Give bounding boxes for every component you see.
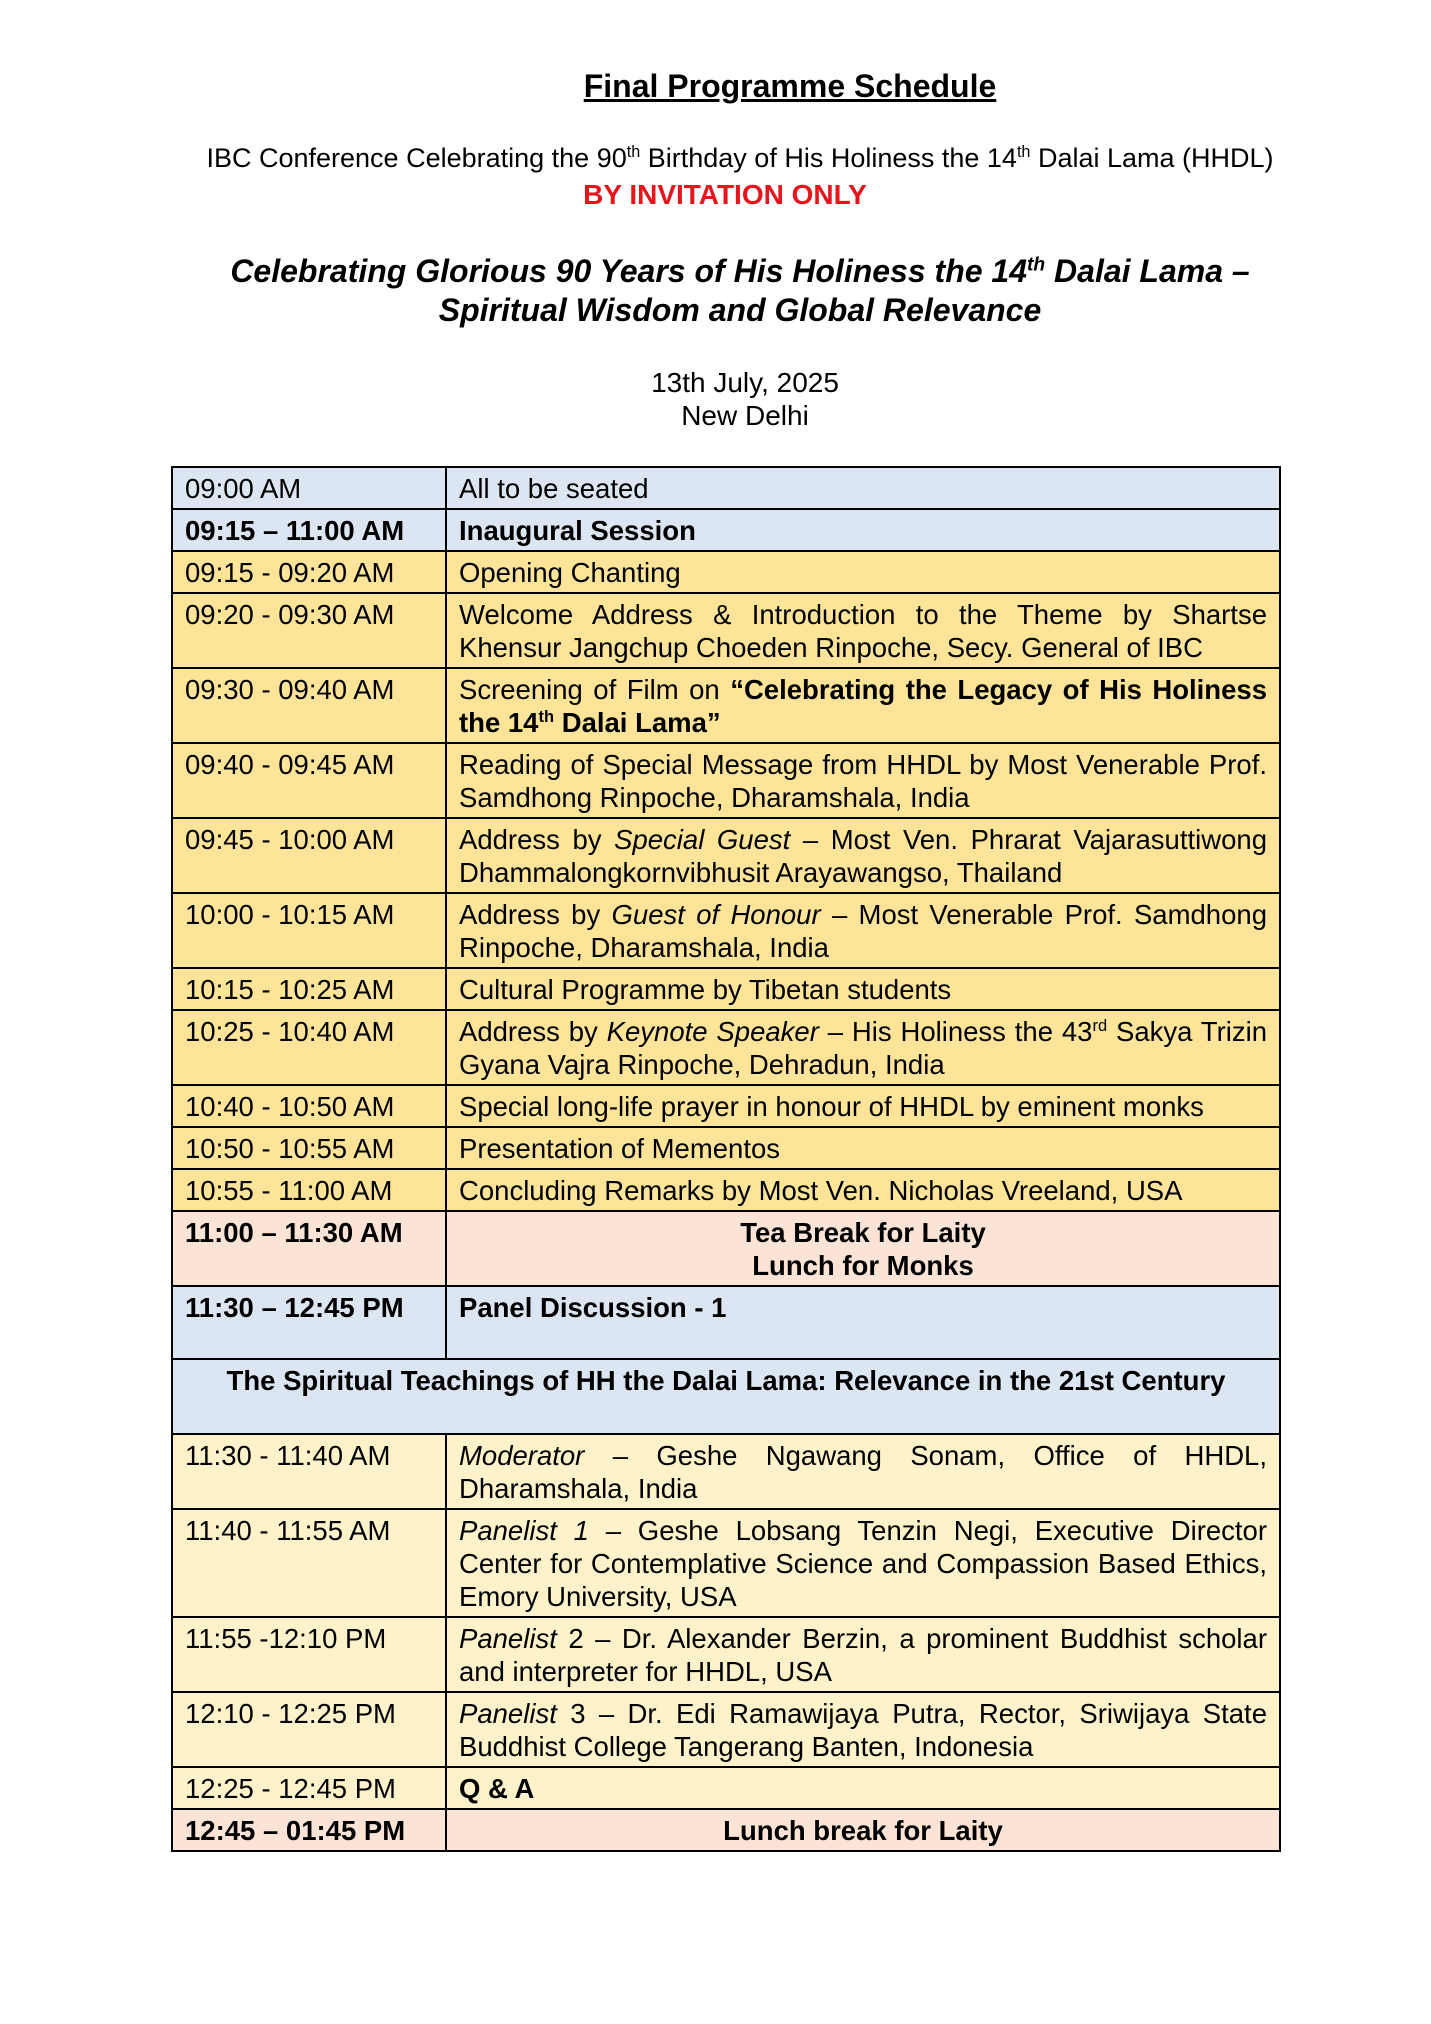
event-date: 13th July, 2025: [651, 367, 839, 398]
row-activity: Opening Chanting: [446, 551, 1280, 593]
table-row: [172, 1359, 1280, 1434]
row-activity: Cultural Programme by Tibetan students: [446, 968, 1280, 1010]
table-row: [172, 893, 1280, 968]
schedule-table: [171, 466, 1281, 1852]
row-time: 09:15 - 09:20 AM: [172, 551, 446, 593]
row-activity: Presentation of Mementos: [446, 1127, 1280, 1169]
table-row: [172, 1169, 1280, 1211]
row-time: 11:55 -12:10 PM: [172, 1617, 446, 1692]
table-row: [172, 593, 1280, 668]
table-row: [172, 968, 1280, 1010]
row-time: 12:25 - 12:45 PM: [172, 1767, 446, 1809]
row-time: 10:25 - 10:40 AM: [172, 1010, 446, 1085]
page-title: Final Programme Schedule: [583, 68, 997, 104]
table-row: [172, 1767, 1280, 1809]
row-activity: Address by Keynote Speaker – His Holiness the 43rd Sakya Trizin Gyana Vajra Rinpoche, Dehradun, India: [446, 1010, 1280, 1085]
row-time: 09:45 - 10:00 AM: [172, 818, 446, 893]
table-row: [172, 743, 1280, 818]
table-row: [172, 1809, 1280, 1851]
row-time: 09:15 – 11:00 AM: [172, 509, 446, 551]
row-time: 09:20 - 09:30 AM: [172, 593, 446, 668]
table-row: [172, 1085, 1280, 1127]
row-activity: Address by Guest of Honour – Most Venerable Prof. Samdhong Rinpoche, Dharamshala, India: [446, 893, 1280, 968]
table-row: [172, 1127, 1280, 1169]
row-time: 09:40 - 09:45 AM: [172, 743, 446, 818]
row-time: 12:10 - 12:25 PM: [172, 1692, 446, 1767]
table-row: [172, 1211, 1280, 1286]
row-time: 10:15 - 10:25 AM: [172, 968, 446, 1010]
row-time: 10:40 - 10:50 AM: [172, 1085, 446, 1127]
break-notice: Tea Break for Laity Lunch for Monks: [446, 1211, 1280, 1286]
panel-topic: The Spiritual Teachings of HH the Dalai Lama: Relevance in the 21st Century: [172, 1359, 1280, 1434]
row-activity: Concluding Remarks by Most Ven. Nicholas Vreeland, USA: [446, 1169, 1280, 1211]
invitation-notice: BY INVITATION ONLY: [583, 179, 867, 210]
row-time: 10:55 - 11:00 AM: [172, 1169, 446, 1211]
table-row: [172, 1010, 1280, 1085]
row-activity: Welcome Address & Introduction to the Theme by Shartse Khensur Jangchup Choeden Rinpoche, Secy. General of IBC: [446, 593, 1280, 668]
row-time: 11:40 - 11:55 AM: [172, 1509, 446, 1617]
table-row: [172, 1286, 1280, 1359]
row-time: 11:30 - 11:40 AM: [172, 1434, 446, 1509]
table-row: [172, 1692, 1280, 1767]
event-place: New Delhi: [681, 400, 809, 431]
table-row: [172, 1617, 1280, 1692]
break-notice: Lunch break for Laity: [446, 1809, 1280, 1851]
row-activity: All to be seated: [446, 467, 1280, 509]
row-activity: Panelist 2 – Dr. Alexander Berzin, a prominent Buddhist scholar and interpreter for HHDL, USA: [446, 1617, 1280, 1692]
date-venue: [0, 366, 1431, 432]
table-row: [172, 1509, 1280, 1617]
row-time: 10:00 - 10:15 AM: [172, 893, 446, 968]
row-activity: Moderator – Geshe Ngawang Sonam, Office of HHDL, Dharamshala, India: [446, 1434, 1280, 1509]
table-row: [172, 551, 1280, 593]
row-time: 11:30 – 12:45 PM: [172, 1286, 446, 1359]
conference-subtitle: IBC Conference Celebrating the 90th Birthday of His Holiness the 14th Dalai Lama (HHDL): [206, 143, 1274, 173]
row-time: 12:45 – 01:45 PM: [172, 1809, 446, 1851]
row-activity: Screening of Film on “Celebrating the Legacy of His Holiness the 14th Dalai Lama”: [446, 668, 1280, 743]
row-activity: Reading of Special Message from HHDL by Most Venerable Prof. Samdhong Rinpoche, Dharamshala, India: [446, 743, 1280, 818]
row-activity: Q & A: [446, 1767, 1280, 1809]
session-heading: Inaugural Session: [446, 509, 1280, 551]
table-row: [172, 467, 1280, 509]
row-time: 09:00 AM: [172, 467, 446, 509]
conference-theme: Celebrating Glorious 90 Years of His Holiness the 14th Dalai Lama – Spiritual Wisdom and Global Relevance: [230, 253, 1250, 328]
table-row: [172, 818, 1280, 893]
row-time: 10:50 - 10:55 AM: [172, 1127, 446, 1169]
row-time: 09:30 - 09:40 AM: [172, 668, 446, 743]
session-heading: Panel Discussion - 1: [446, 1286, 1280, 1359]
row-activity: Special long-life prayer in honour of HHDL by eminent monks: [446, 1085, 1280, 1127]
table-row: [172, 1434, 1280, 1509]
row-activity: Address by Special Guest – Most Ven. Phrarat Vajarasuttiwong Dhammalongkornvibhusit Arayawangso, Thailand: [446, 818, 1280, 893]
row-time: 11:00 – 11:30 AM: [172, 1211, 446, 1286]
row-activity: Panelist 3 – Dr. Edi Ramawijaya Putra, Rector, Sriwijaya State Buddhist College Tangerang Banten, Indonesia: [446, 1692, 1280, 1767]
table-row: [172, 509, 1280, 551]
row-activity: Panelist 1 – Geshe Lobsang Tenzin Negi, Executive Director Center for Contemplative Science and Compassion Based Ethics, Emory University, USA: [446, 1509, 1280, 1617]
table-row: [172, 668, 1280, 743]
